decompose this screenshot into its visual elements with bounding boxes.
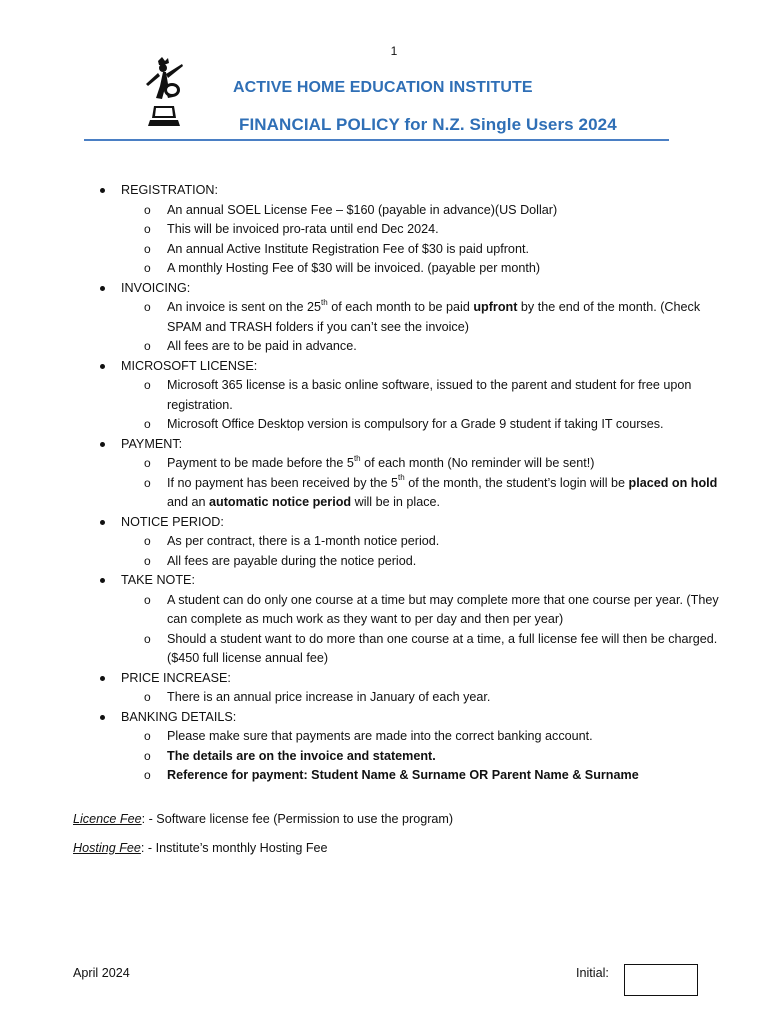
- list-item: [121, 747, 719, 767]
- circle-bullet-icon: o: [144, 690, 151, 704]
- section-heading: BANKING DETAILS:: [121, 709, 237, 724]
- item-text: Should a student want to do more than one course at a time, a full license fee will then be charged. ($450 full license annual fee): [167, 631, 718, 665]
- circle-bullet-icon: o: [144, 241, 151, 256]
- sub-list: [121, 688, 770, 708]
- item-text: of each month to be paid: [327, 300, 474, 314]
- item-text: automatic notice period: [209, 495, 352, 509]
- item-text: The details are on the invoice and statement.: [167, 748, 436, 763]
- section-heading: PRICE INCREASE:: [121, 670, 231, 685]
- item-text: All fees are to be paid in advance.: [167, 339, 357, 353]
- definition-text: : - Software license fee (Permission to use the program): [141, 812, 454, 826]
- list-item: [121, 552, 719, 572]
- circle-bullet-icon: o: [144, 553, 151, 568]
- section-take-note: [0, 571, 770, 669]
- item-text: An annual SOEL License Fee – $160 (payable in advance)(US Dollar): [167, 202, 558, 217]
- item-text: A monthly Hosting Fee of $30 will be invoiced. (payable per month): [167, 261, 541, 275]
- ordinal-suffix: th: [398, 473, 405, 483]
- ordinal-suffix: th: [321, 297, 328, 307]
- item-text: There is an annual price increase in January of each year.: [167, 690, 491, 704]
- list-item: [121, 591, 719, 630]
- circle-bullet-icon: o: [144, 729, 151, 743]
- sub-list: [121, 376, 770, 435]
- item-text: will be in place.: [351, 495, 440, 509]
- circle-bullet-icon: o: [144, 534, 151, 548]
- list-item: [121, 766, 719, 786]
- initial-label: Initial:: [576, 966, 609, 980]
- section-price-increase: [0, 669, 770, 708]
- page-number: 1: [390, 44, 398, 58]
- item-text: upfront: [473, 300, 518, 314]
- definition-text: : - Institute’s monthly Hosting Fee: [140, 841, 328, 855]
- list-item: [121, 220, 719, 240]
- circle-bullet-icon: o: [144, 475, 151, 490]
- item-text: All fees are payable during the notice period.: [167, 553, 417, 568]
- list-item: [121, 532, 719, 552]
- item-text: As per contract, there is a 1-month notice period.: [167, 534, 440, 548]
- initial-box[interactable]: [624, 964, 698, 996]
- item-text: placed on hold: [628, 475, 718, 490]
- item-text: Microsoft Office Desktop version is compulsory for a Grade 9 student if taking IT courses.: [167, 417, 664, 431]
- item-text: An invoice is sent on the 25: [167, 300, 322, 314]
- section-heading: TAKE NOTE:: [121, 573, 195, 587]
- list-item: [121, 337, 719, 357]
- circle-bullet-icon: o: [144, 222, 151, 236]
- section-payment: [0, 435, 770, 513]
- circle-bullet-icon: o: [144, 300, 151, 314]
- section-heading: INVOICING:: [121, 280, 191, 295]
- circle-bullet-icon: o: [144, 378, 151, 392]
- circle-bullet-icon: o: [144, 768, 151, 782]
- item-text: If no payment has been received by the 5: [167, 475, 399, 490]
- list-item: [121, 727, 719, 747]
- section-heading: REGISTRATION:: [121, 183, 219, 197]
- definition-term: Licence Fee: [73, 812, 142, 826]
- policy-subtitle: FINANCIAL POLICY for N.Z. Single Users 2024: [239, 115, 617, 134]
- circle-bullet-icon: o: [144, 456, 151, 470]
- definition-hosting-fee: [73, 839, 453, 857]
- item-text: Payment to be made before the 5: [167, 456, 354, 470]
- sub-list: [121, 532, 770, 571]
- list-item: [121, 298, 719, 337]
- section-invoicing: [0, 279, 770, 357]
- item-text: An annual Active Institute Registration Fee of $30 is paid upfront.: [167, 241, 529, 256]
- item-text: and an: [167, 495, 210, 509]
- item-text: of each month (No reminder will be sent!): [360, 456, 595, 470]
- header-rule: [84, 139, 669, 141]
- definition-licence-fee: [73, 810, 453, 828]
- section-heading: PAYMENT:: [121, 436, 183, 451]
- list-item: [121, 376, 719, 415]
- section-banking-details: [0, 708, 770, 786]
- circle-bullet-icon: o: [144, 261, 151, 275]
- list-item: [121, 630, 719, 669]
- ordinal-suffix: th: [353, 453, 361, 463]
- item-text: This will be invoiced pro-rata until end Dec 2024.: [167, 222, 439, 236]
- sub-list: [121, 727, 770, 786]
- circle-bullet-icon: o: [144, 631, 151, 646]
- list-item: [121, 415, 719, 435]
- definition-term: Hosting Fee: [73, 841, 141, 855]
- sub-list: [121, 201, 770, 279]
- list-item: [121, 474, 719, 513]
- list-item: [121, 259, 719, 279]
- circle-bullet-icon: o: [144, 592, 151, 607]
- circle-bullet-icon: o: [144, 202, 151, 217]
- sub-list: [121, 298, 770, 357]
- section-heading: MICROSOFT LICENSE:: [121, 358, 258, 373]
- list-item: [121, 454, 719, 474]
- institute-logo: [138, 56, 188, 136]
- list-item: [121, 201, 719, 221]
- item-text: Please make sure that payments are made into the correct banking account.: [167, 729, 593, 743]
- item-text: of the month, the student’s login will be: [404, 475, 629, 490]
- list-item: [121, 688, 719, 708]
- section-heading: NOTICE PERIOD:: [121, 514, 224, 529]
- circle-bullet-icon: o: [144, 339, 151, 353]
- section-notice-period: [0, 513, 770, 572]
- circle-bullet-icon: o: [144, 748, 151, 763]
- item-text: by the end of the month. (Check SPAM and TRASH folders if you can’t see the invoice): [167, 300, 701, 334]
- sub-list: [121, 454, 770, 513]
- footer-date: April 2024: [73, 966, 130, 980]
- sub-list: [121, 591, 770, 669]
- item-text: A student can do only one course at a time but may complete more that one course per year. (They can complete as much work as they want to per day and then per year): [167, 592, 719, 626]
- list-item: [121, 240, 719, 260]
- circle-bullet-icon: o: [144, 417, 151, 431]
- institute-title: ACTIVE HOME EDUCATION INSTITUTE: [233, 79, 533, 96]
- policy-sections: [0, 181, 770, 786]
- item-text: Reference for payment: Student Name & Surname OR Parent Name & Surname: [167, 768, 639, 782]
- section-registration: [0, 181, 770, 279]
- item-text: Microsoft 365 license is a basic online software, issued to the parent and student for free upon registration.: [167, 378, 692, 412]
- definitions: [73, 810, 453, 867]
- section-microsoft-license: [0, 357, 770, 435]
